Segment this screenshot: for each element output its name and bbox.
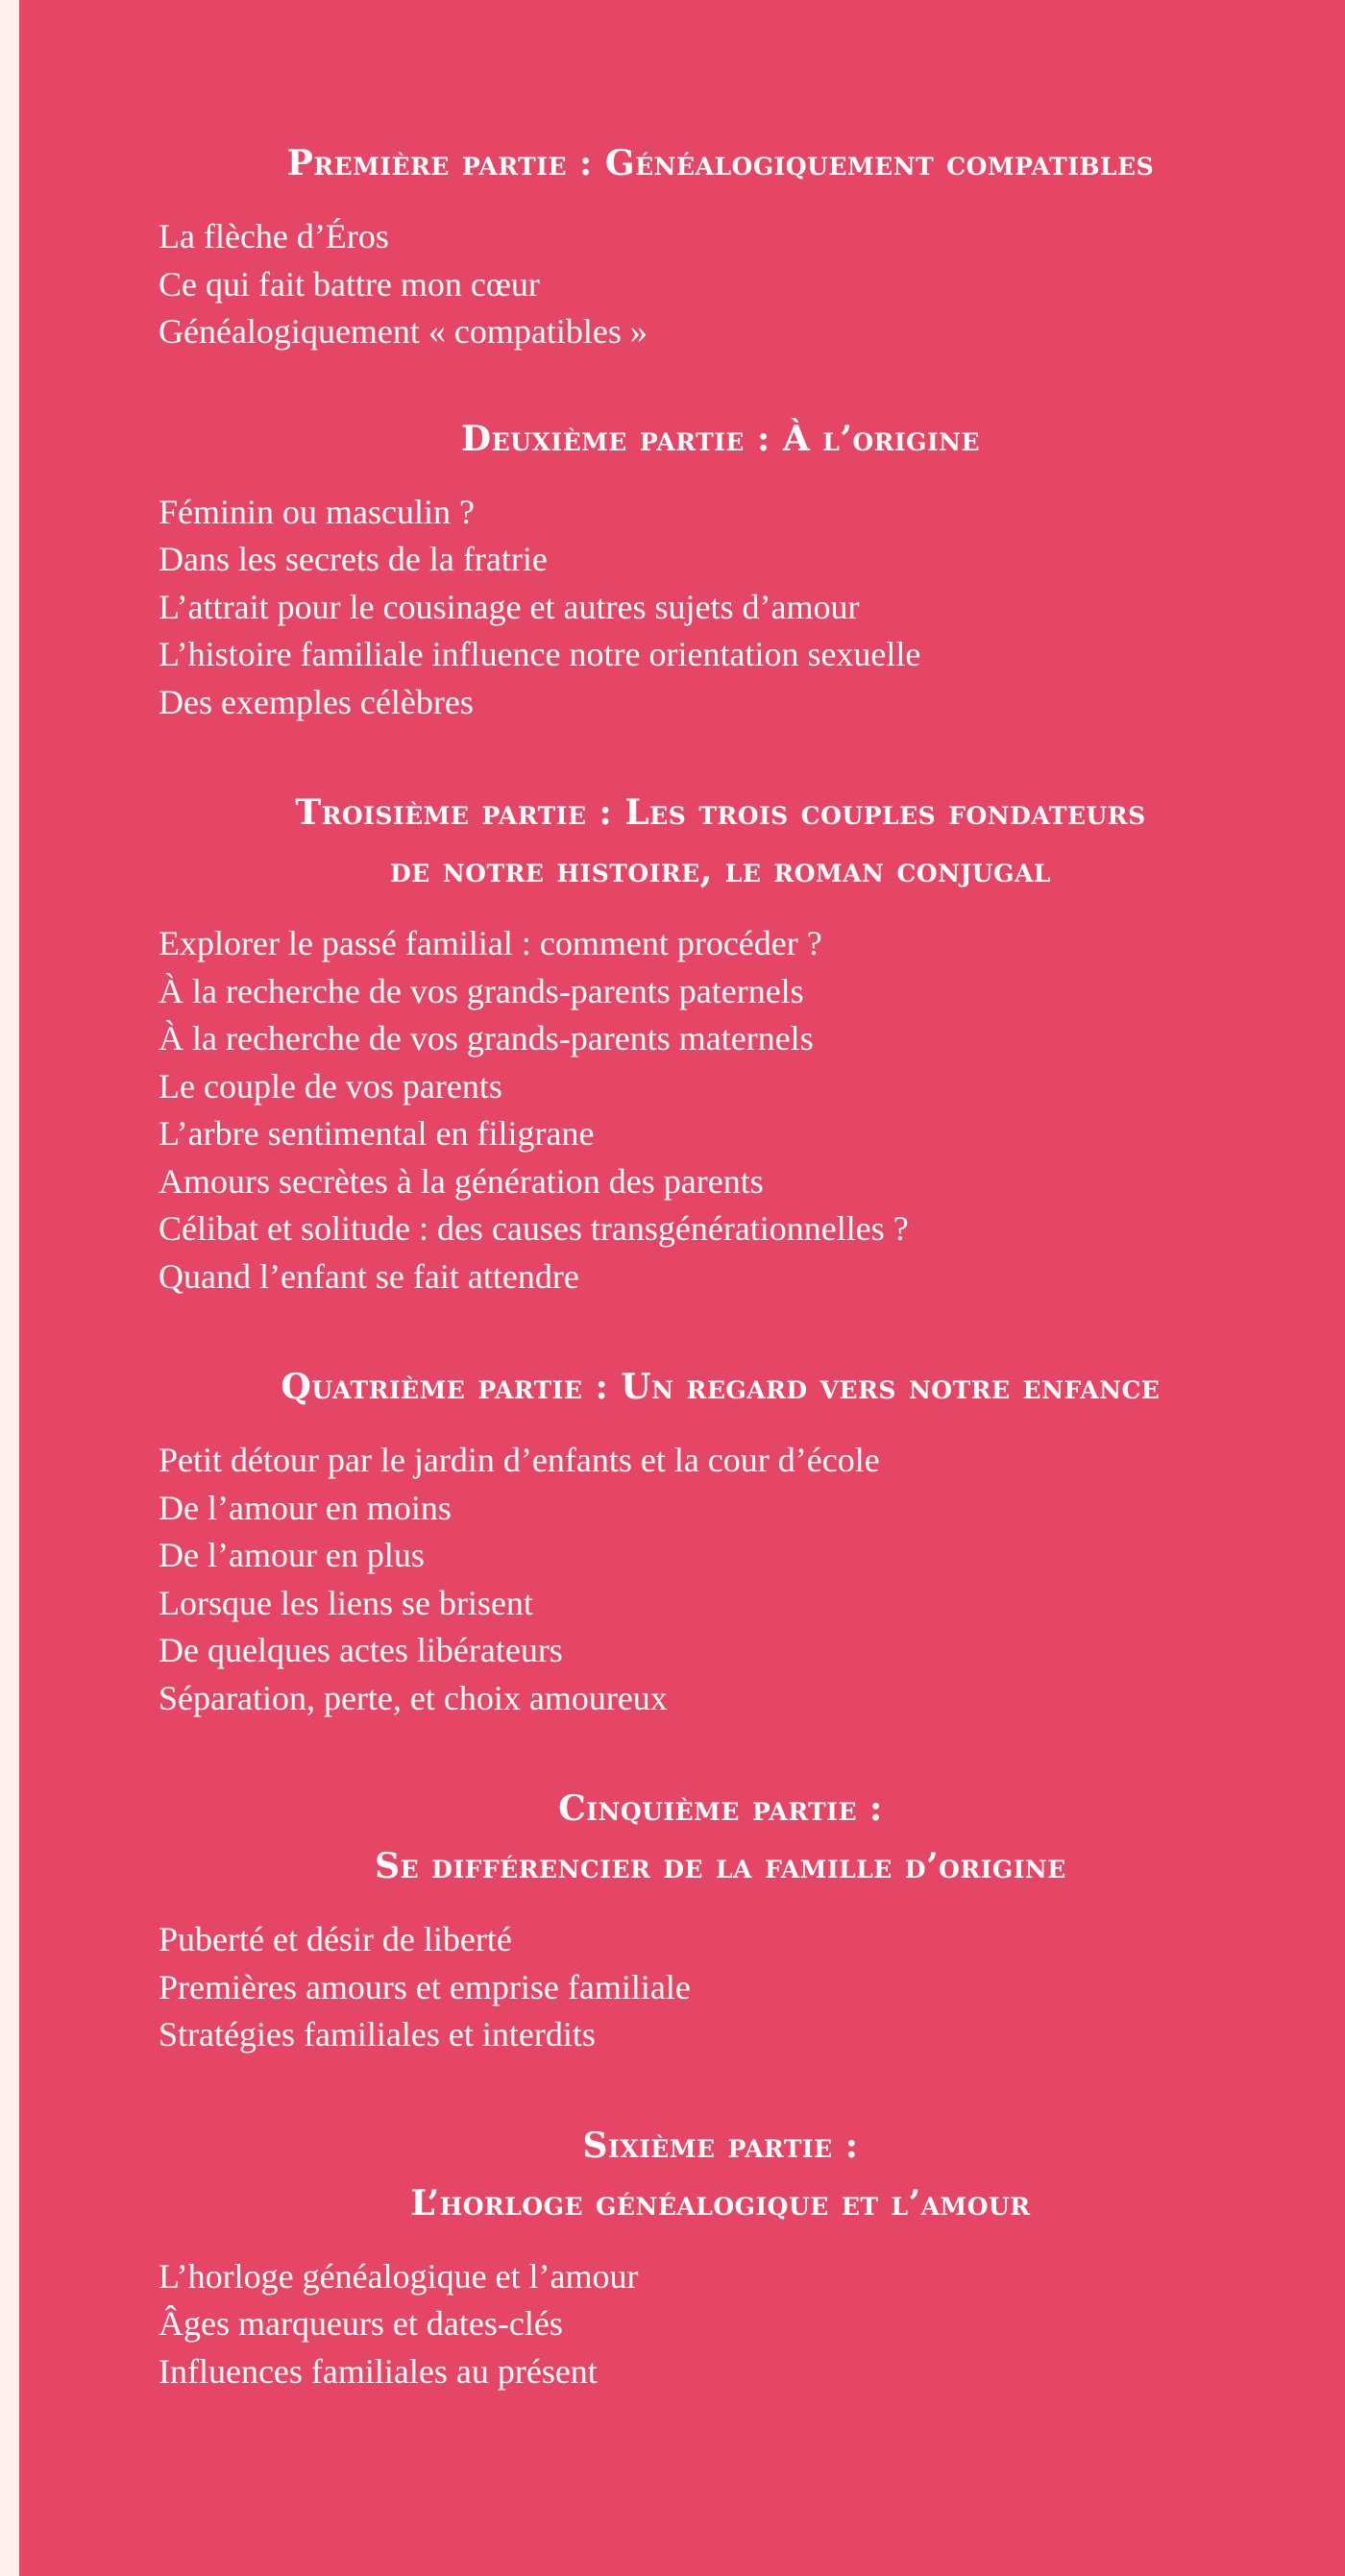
chapter-item: Quand l’enfant se fait attendre [159,1256,579,1296]
chapter-item: Des exemples célèbres [159,682,474,721]
section-title [159,1780,1283,1895]
section-part-1 [159,134,1283,356]
chapter-item: La flèche d’Éros [159,217,389,255]
section-title-line: Se différencier de la famille d’origine [375,1846,1066,1886]
chapter-item: L’histoire familiale influence notre orientation sexuelle [159,635,921,673]
chapter-list [159,489,1283,727]
section-part-2 [159,410,1283,727]
chapter-list [159,213,1283,356]
chapter-item: Puberté et désir de liberté [159,1920,512,1958]
section-title-line: Troisième partie : Les trois couples fondateurs [295,792,1146,833]
section-title-line: Quatrième partie : Un regard vers notre enfance [281,1367,1161,1407]
chapter-item: Premières amours et emprise familiale [159,1967,691,2006]
chapter-item: De l’amour en plus [159,1536,425,1574]
chapter-item: Stratégies familiales et interdits [159,2015,596,2054]
chapter-item: Influences familiales au présent [159,2351,598,2391]
chapter-item: De l’amour en moins [159,1488,452,1527]
section-title-line: Cinquième partie : [558,1788,883,1829]
section-part-6 [159,2117,1283,2396]
table-of-contents [159,134,1283,2395]
section-part-5 [159,1780,1283,2059]
chapter-item: L’arbre sentimental en filigrane [159,1114,595,1153]
chapter-list [159,1916,1283,2059]
chapter-item: L’horloge généalogique et l’amour [159,2256,639,2296]
chapter-item: Ce qui fait battre mon cœur [159,264,540,304]
section-part-4 [159,1358,1283,1722]
chapter-item: À la recherche de vos grands-parents paternels [159,971,804,1010]
chapter-item: Amours secrètes à la génération des parents [159,1161,764,1201]
chapter-item: Féminin ou masculin ? [159,492,475,531]
chapter-item: L’attrait pour le cousinage et autres sujets d’amour [159,587,860,626]
section-title [159,1358,1283,1416]
section-title-line: Sixième partie : [582,2125,859,2166]
section-part-3 [159,784,1283,1300]
chapter-list [159,920,1283,1300]
chapter-item: De quelques actes libérateurs [159,1631,563,1669]
section-title [159,784,1283,899]
section-title-line: L’horloge généalogique et l’amour [410,2182,1031,2224]
section-title [159,134,1283,192]
section-title-line: Deuxième partie : À l’origine [460,418,981,459]
chapter-item: Généalogiquement « compatibles » [159,312,648,351]
section-title-line: Première partie : Généalogiquement compatibles [286,143,1155,183]
book-page [19,0,1345,2576]
chapter-item: Le couple de vos parents [159,1066,502,1106]
chapter-list [159,1437,1283,1722]
chapter-item: Âges marqueurs et dates-clés [159,2304,563,2343]
chapter-item: Célibat et solitude : des causes transgénérationnelles ? [159,1209,909,1248]
chapter-item: Séparation, perte, et choix amoureux [159,1678,668,1717]
chapter-item: Dans les secrets de la fratrie [159,540,548,578]
chapter-item: Lorsque les liens se brisent [159,1583,533,1622]
section-title [159,410,1283,468]
section-title [159,2117,1283,2232]
chapter-list [159,2253,1283,2396]
chapter-item: Petit détour par le jardin d’enfants et la cour d’école [159,1441,880,1479]
section-title-line: de notre histoire, le roman conjugal [390,850,1051,890]
chapter-item: À la recherche de vos grands-parents maternels [159,1019,814,1057]
chapter-item: Explorer le passé familial : comment procéder ? [159,924,822,962]
